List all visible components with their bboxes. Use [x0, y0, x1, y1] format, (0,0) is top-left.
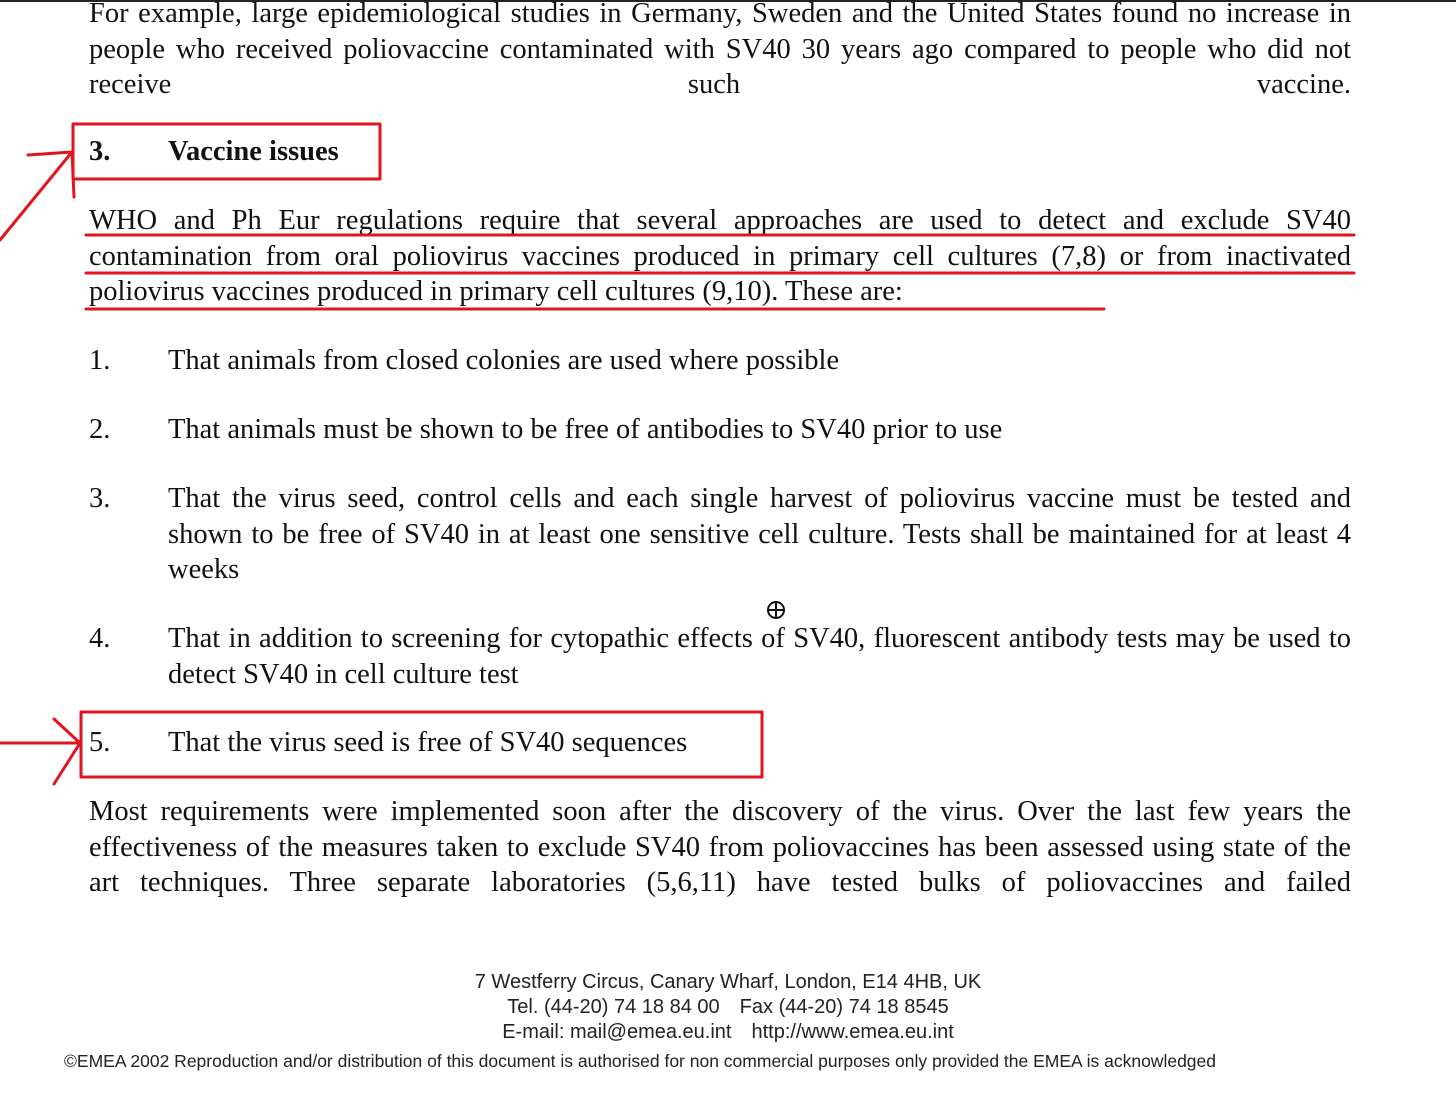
footer-tel: Tel. (44-20) 74 18 84 00	[507, 996, 720, 1018]
section-number: 3.	[89, 136, 111, 167]
footer-contact	[0, 970, 1456, 1045]
list-number: 5.	[89, 727, 111, 758]
list-text: That the virus seed, control cells and each single harvest of poliovirus vaccine must be tested and shown to be free of SV40 in at least one sensitive cell culture. Tests shall be maintained for at least 4 weeks	[168, 483, 1351, 585]
closing-paragraph: Most requirements were implemented soon after the discovery of the virus. Over the last few years the effectiveness of the measures taken to exclude SV40 from poliovaccines has been assessed using state of the art techniques. Three separate laboratories (5,6,11) have tested bulks of poliovaccines and failed	[89, 796, 1351, 898]
move-cursor-icon	[766, 600, 786, 620]
list-text: That animals must be shown to be free of antibodies to SV40 prior to use	[168, 414, 1003, 445]
list-number: 2.	[89, 414, 111, 445]
list-number: 4.	[89, 623, 111, 654]
list-text: That animals from closed colonies are used where possible	[168, 345, 840, 376]
list-text: That in addition to screening for cytopathic effects of SV40, fluorescent antibody tests may be used to detect SV40 in cell culture test	[168, 623, 1351, 690]
footer-address: 7 Westferry Circus, Canary Wharf, London, E14 4HB, UK	[474, 971, 982, 993]
list-number: 3.	[89, 483, 111, 514]
footer-website[interactable]: http://www.emea.eu.int	[751, 1021, 954, 1043]
item-arrow-icon	[0, 719, 80, 784]
footer-phone-line	[0, 995, 1456, 1020]
footer-fax: Fax (44-20) 74 18 8545	[739, 996, 949, 1018]
footer-web-line	[0, 1020, 1456, 1045]
list-text: That the virus seed is free of SV40 sequences	[168, 727, 688, 758]
footer-copyright: ©EMEA 2002 Reproduction and/or distribution of this document is authorised for non commercial purposes only provided the EMEA is acknowledged	[64, 1051, 1217, 1071]
regulations-paragraph: WHO and Ph Eur regulations require that several approaches are used to detect and exclude SV40 contamination from oral poliovirus vaccines produced in primary cell cultures (7,8) or from inactivated poliovirus vaccines produced in primary cell cultures (9,10). These are:	[89, 205, 1351, 307]
section-title: Vaccine issues	[168, 136, 339, 167]
heading-arrow-icon	[0, 152, 74, 240]
intro-paragraph: For example, large epidemiological studies in Germany, Sweden and the United States found no increase in people who received poliovaccine contaminated with SV40 30 years ago compared to people who did not receive such vaccine.	[89, 0, 1351, 100]
footer-email[interactable]: E-mail: mail@emea.eu.int	[502, 1021, 732, 1043]
list-number: 1.	[89, 345, 111, 376]
section-heading	[89, 134, 339, 170]
